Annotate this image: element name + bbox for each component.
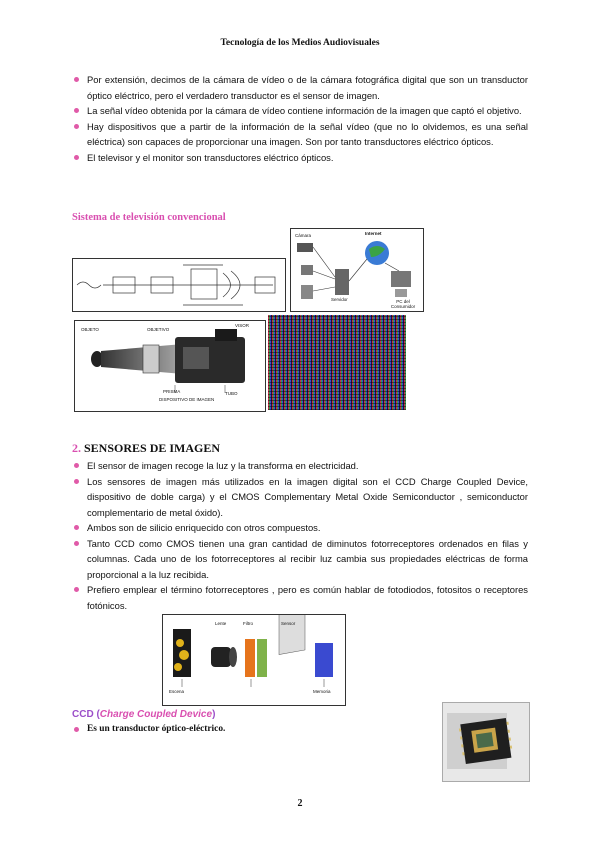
section-title: SENSORES DE IMAGEN: [84, 441, 221, 455]
intro-bullet: Por extensión, decimos de la cámara de vídeo o de la cámara fotográfica digital que son un transductor óptico eléctrico, pero el verdadero transductor es el sensor de imagen.: [72, 72, 528, 103]
ccd-chip-photo: [442, 702, 530, 782]
network-figure: [290, 228, 424, 312]
sensor-bullet: Tanto CCD como CMOS tienen una gran cantidad de diminutos fotorreceptores ordenados en filas y columnas. Cada uno de los fotorreceptores al recibir luz cambia sus propiedades eléctricas de forma proporcional a la luz recibida.: [72, 536, 528, 583]
monitor-icon: [391, 271, 411, 287]
ccd-heading: [72, 709, 215, 720]
intro-bullet: Hay dispositivos que a partir de la información de la señal vídeo (que no lo olvidemos, es una señal eléctrica) son capaces de proporcionar una imagen. Son por tanto transductores eléctrico ópticos.: [72, 119, 528, 150]
intro-bullet: El televisor y el monitor son transductores eléctrico ópticos.: [72, 150, 528, 166]
sensor-label-card: Memoria: [313, 689, 331, 694]
camera-label-device: DISPOSITIVO DE IMAGEN: [159, 397, 215, 402]
camera-label-lens: OBJETIVO: [147, 327, 170, 332]
tv-system-heading: Sistema de televisión convencional: [72, 212, 226, 223]
network-label-pc: PC del Consumidor: [390, 299, 416, 309]
sensor-bullets: [72, 458, 528, 613]
page-header: Tecnología de los Medios Audiovisuales: [220, 38, 380, 48]
camera-label-prism: PRISMA: [163, 389, 181, 394]
camera-label-tube: TUBO: [225, 391, 238, 396]
sensor-label-scene: Escena: [169, 689, 185, 694]
ccd-bullet: Es un transductor óptico-eléctrico.: [72, 722, 528, 738]
camera-icon: [297, 243, 313, 252]
memory-card-icon: [315, 643, 333, 677]
camera-label-object: OBJETO: [81, 327, 99, 332]
page-number: 2: [297, 798, 303, 809]
network-label-camera: Cámara: [295, 233, 312, 238]
network-label-server: Servidor: [331, 297, 348, 302]
sensor-bullet: El sensor de imagen recoge la luz y la transforma en electricidad.: [72, 458, 528, 474]
camera-figure: [74, 320, 266, 412]
sensor-bullet: Los sensores de imagen más utilizados en la imagen digital son el CCD Charge Coupled Device, dispositivo de doble carga) y el CMOS Complementary Metal Oxide Semiconductor , semiconductor complementario de metal óxido).: [72, 474, 528, 521]
camera-label-viewfinder: VISOR: [235, 323, 250, 328]
ccd-full-name: Charge Coupled Device: [99, 709, 213, 720]
sensor-label-filter: Filtro: [243, 621, 253, 626]
server-icon: [335, 269, 349, 295]
sensor-label-lens: Lente: [215, 621, 227, 626]
ccd-paren-open: (: [96, 709, 100, 720]
ccd-paren-close: ): [212, 709, 216, 720]
network-label-internet: Internet: [365, 231, 382, 236]
sensor-bullet: Ambos son de silicio enriquecido con otros compuestos.: [72, 520, 528, 536]
sensor-pipeline-figure: [162, 614, 346, 706]
intro-bullet: La señal vídeo obtenida por la cámara de vídeo contiene información de la imagen que captó el objetivo.: [72, 103, 528, 119]
ccd-label: CCD: [72, 709, 94, 720]
section-number: 2.: [72, 441, 81, 455]
rgb-pixel-grid-figure: [268, 315, 406, 410]
intro-bullets: [72, 72, 528, 165]
section-2-heading: [72, 441, 220, 456]
signal-chain-figure: [72, 258, 286, 312]
lens-icon: [211, 647, 231, 667]
sensor-label-sensor: Sensor: [281, 621, 296, 626]
sensor-bullet: Prefiero emplear el término fotorreceptores , pero es común hablar de fotodiodos, fotositos o receptores fotónicos.: [72, 582, 528, 613]
